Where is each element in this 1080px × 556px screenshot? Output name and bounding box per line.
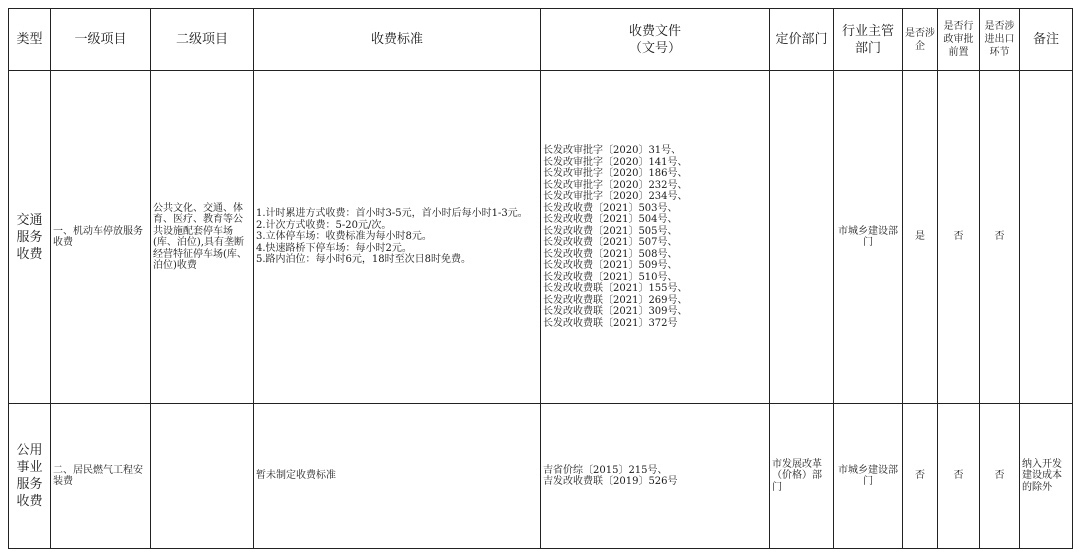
row-approval: 否 (938, 71, 980, 404)
row-remarks: 纳入开发建设成本的除外 (1020, 404, 1073, 549)
doc-item: 吉省价综〔2015〕215号、 (543, 464, 668, 476)
doc-item: 长发改收费联〔2021〕372号 (543, 317, 678, 329)
doc-item: 长发改审批字〔2020〕141号、 (543, 156, 688, 168)
row-level1: 二、居民燃气工程安装费 (51, 404, 151, 549)
row-pricing (770, 71, 834, 404)
doc-item: 长发改审批字〔2020〕232号、 (543, 179, 688, 191)
row-level2: 公共文化、交通、体育、医疗、教育等公共设施配套停车场(库、泊位),具有垄断经营特征停车场(库、泊位)收费 (151, 71, 254, 404)
standard-item: 4.快速路桥下停车场：每小时2元。 (256, 242, 412, 254)
header-row (9, 9, 1073, 71)
doc-item: 长发改收费〔2021〕507号、 (543, 237, 678, 248)
header-docs-line2: （文号） (628, 40, 681, 56)
standard-item: 5.路内泊位：每小时6元，18时至次日8时免费。 (256, 254, 471, 266)
doc-item: 长发改收费〔2021〕510号、 (543, 271, 678, 283)
row-enterprise: 否 (903, 404, 938, 549)
row-type: 公用事业服务收费 (9, 404, 51, 549)
row-import-export: 否 (980, 71, 1020, 404)
row-level2 (151, 404, 254, 549)
row-standard (254, 404, 541, 549)
header-level1: 一级项目 (51, 9, 151, 71)
table-row (9, 404, 1073, 549)
doc-item: 长发改收费〔2021〕508号、 (543, 248, 678, 260)
header-standard: 收费标准 (254, 9, 541, 71)
row-docs (541, 404, 770, 549)
standard-item: 2.计次方式收费：5-20元/次。 (256, 219, 392, 231)
row-remarks (1020, 71, 1073, 404)
row-approval: 否 (938, 404, 980, 549)
header-type: 类型 (9, 9, 51, 71)
doc-item: 吉发改收费联〔2019〕526号 (543, 476, 678, 487)
row-standard (254, 71, 541, 404)
row-type: 交通服务收费 (9, 71, 51, 404)
row-import-export: 否 (980, 404, 1020, 549)
standard-item: 1.计时累进方式收费：首小时3-5元，首小时后每小时1-3元。 (256, 208, 528, 220)
header-docs-line1: 收费文件 (628, 23, 681, 39)
header-enterprise: 是否涉企 (903, 9, 938, 71)
row-level1: 一、机动车停放服务收费 (51, 71, 151, 404)
header-remarks: 备注 (1020, 9, 1073, 71)
table-row (9, 71, 1073, 404)
doc-item: 长发改收费联〔2021〕155号、 (543, 283, 688, 294)
header-level2: 二级项目 (151, 9, 254, 71)
row-enterprise: 是 (903, 71, 938, 404)
header-approval: 是否行政审批前置 (938, 9, 980, 71)
header-import-export: 是否涉进出口环节 (980, 9, 1020, 71)
row-industry: 市城乡建设部门 (834, 71, 903, 404)
doc-item: 长发改收费〔2021〕503号、 (543, 202, 678, 214)
header-docs (541, 9, 770, 71)
standard-item: 暂未制定收费标准 (256, 470, 336, 482)
doc-item: 长发改审批字〔2020〕186号、 (543, 168, 688, 179)
header-pricing: 定价部门 (770, 9, 834, 71)
doc-item: 长发改审批字〔2020〕234号、 (543, 191, 688, 202)
doc-item: 长发改审批字〔2020〕31号、 (543, 145, 682, 156)
doc-item: 长发改收费联〔2021〕309号、 (543, 306, 688, 317)
doc-item: 长发改收费〔2021〕504号、 (543, 214, 678, 225)
row-pricing: 市发展改革（价格）部门 (770, 404, 834, 549)
doc-item: 长发改收费联〔2021〕269号、 (543, 294, 688, 306)
header-industry: 行业主管部门 (834, 9, 903, 71)
row-docs (541, 71, 770, 404)
fee-table (8, 8, 1073, 549)
standard-item: 3.立体停车场：收费标准为每小时8元。 (256, 231, 432, 243)
row-industry: 市城乡建设部门 (834, 404, 903, 549)
doc-item: 长发改收费〔2021〕505号、 (543, 225, 678, 237)
doc-item: 长发改收费〔2021〕509号、 (543, 260, 678, 271)
